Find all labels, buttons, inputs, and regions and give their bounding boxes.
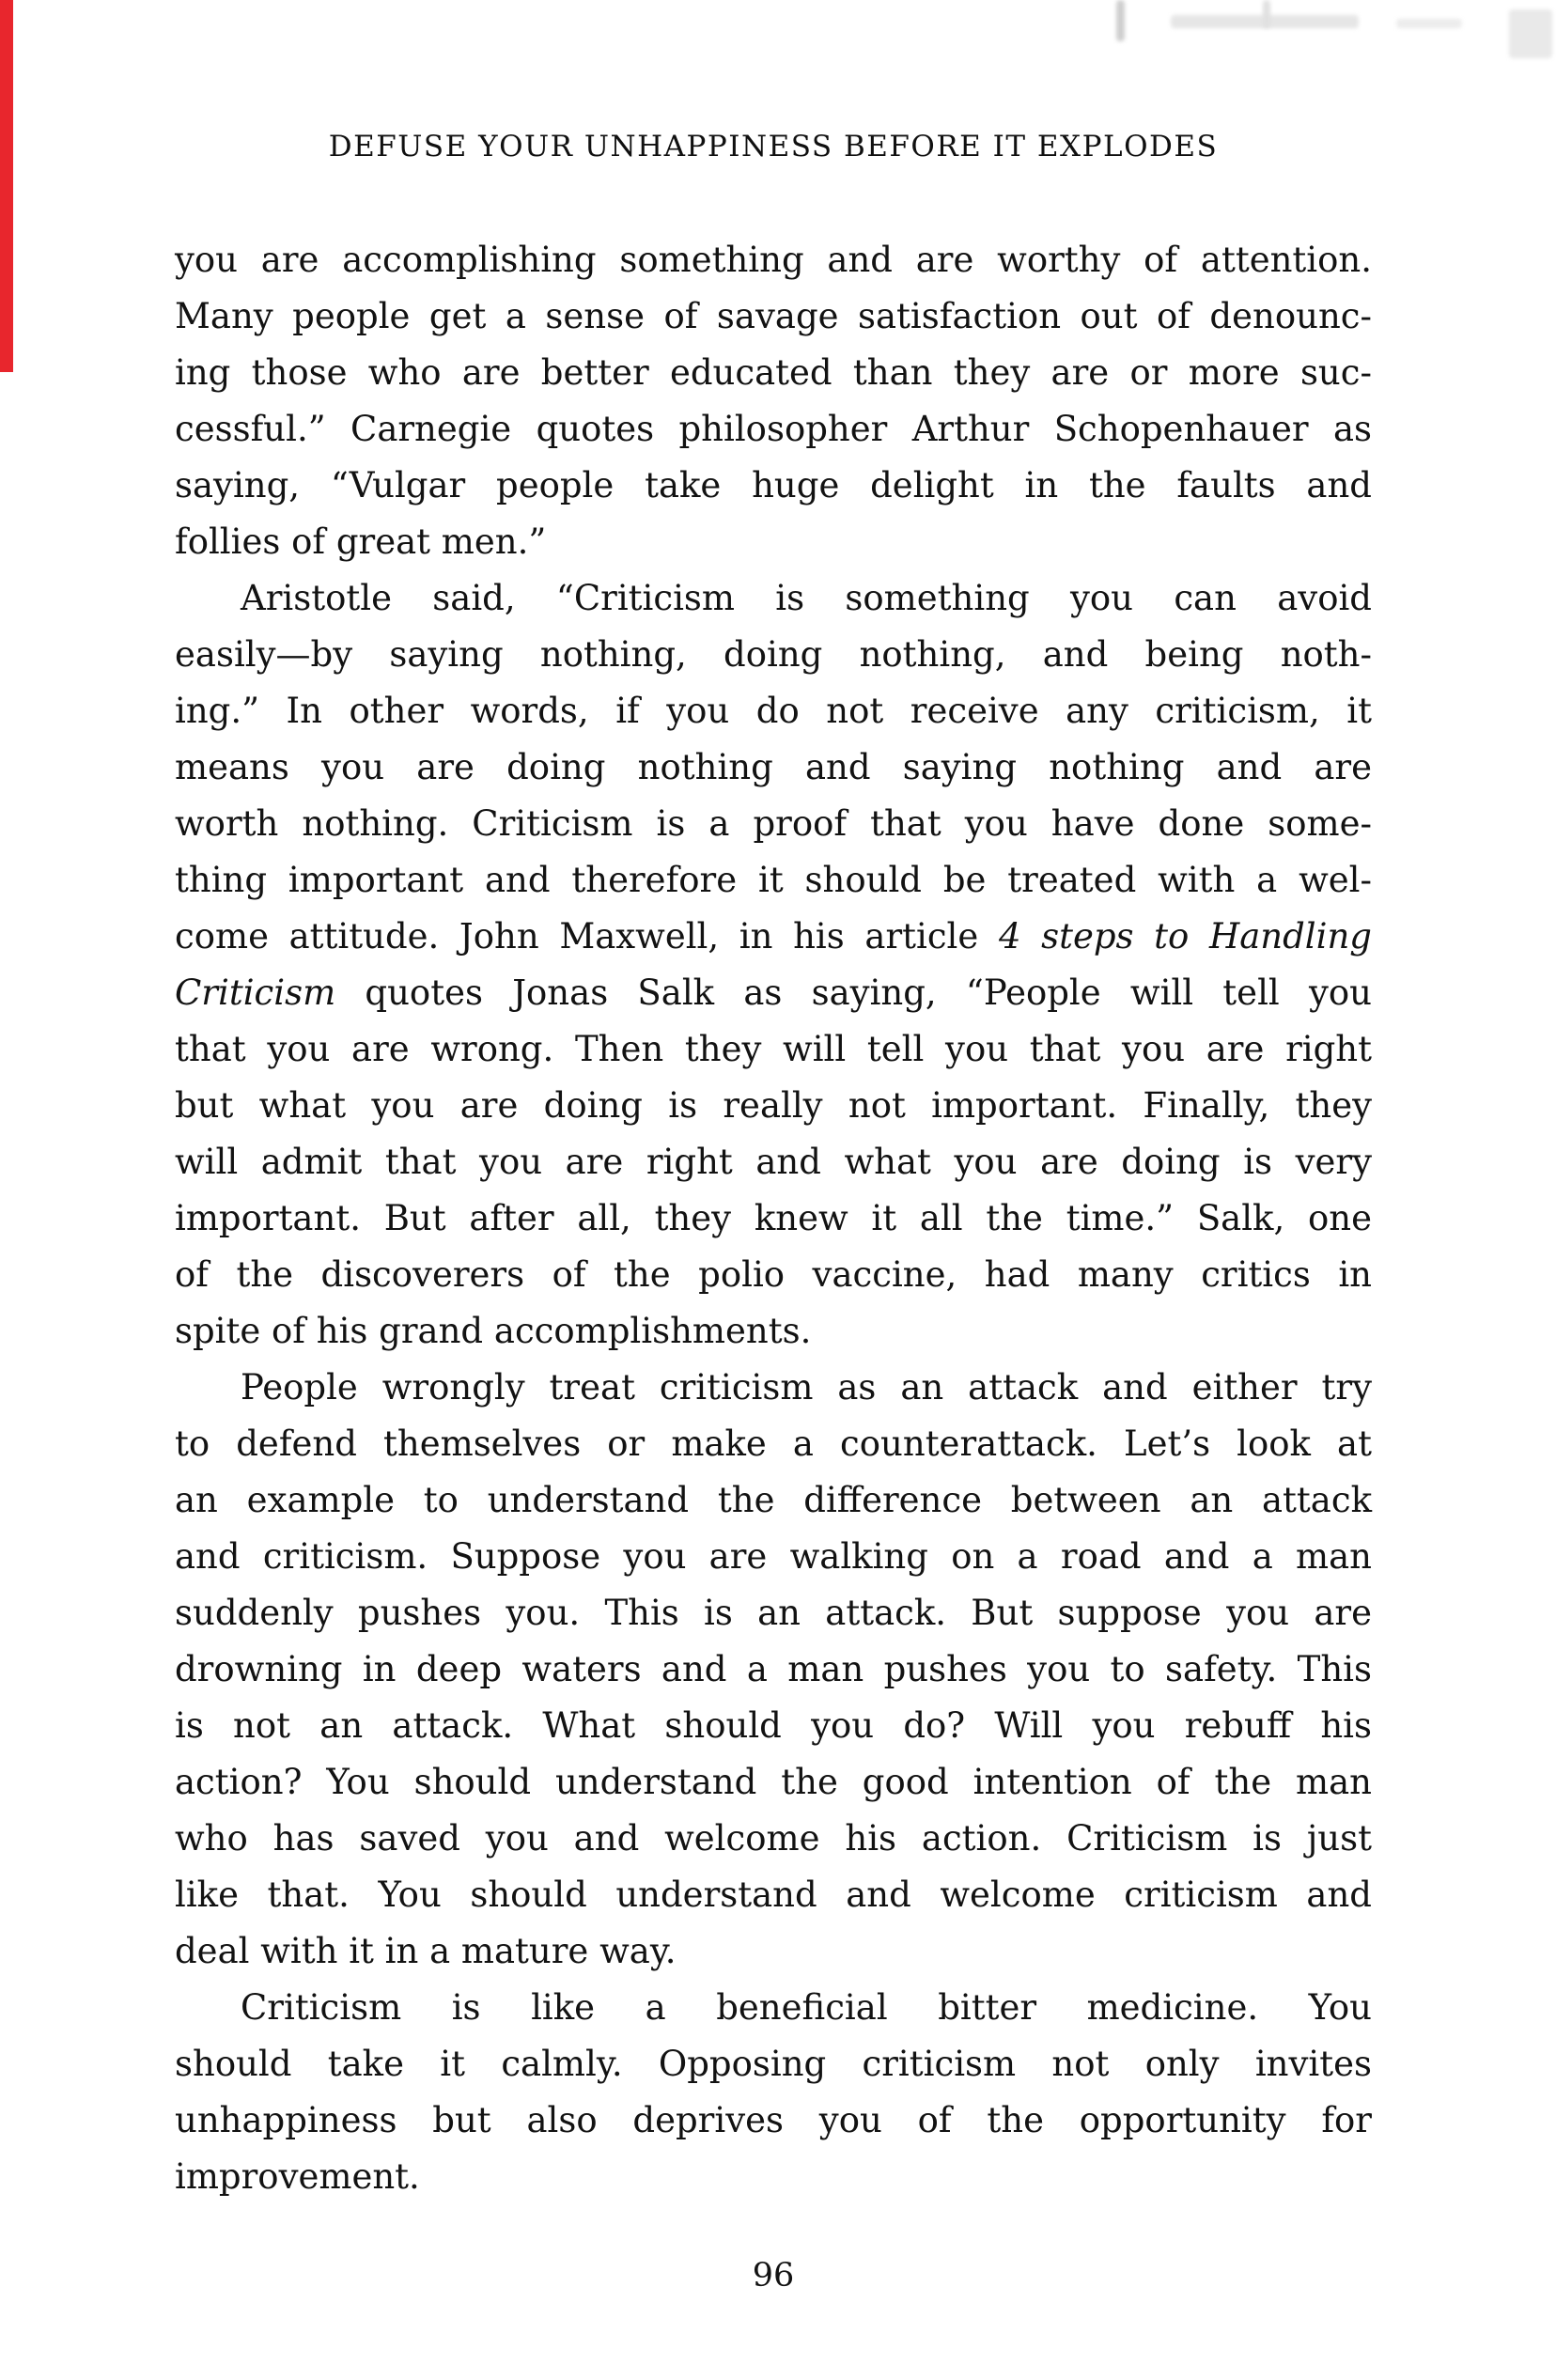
- text-segment: follies of great men.”: [175, 521, 547, 562]
- text-segment: thing important and therefore it should be treated with a wel-: [175, 860, 1372, 900]
- text-segment: suddenly pushes you. This is an attack. But suppose you are: [175, 1593, 1372, 1633]
- text-line: [175, 1529, 1372, 1585]
- text-line: [175, 1134, 1372, 1190]
- text-segment: is not an attack. What should you do? Will you rebuff his: [175, 1705, 1372, 1746]
- text-segment: quotes Jonas Salk as saying, “People will tell you: [335, 972, 1372, 1013]
- text-line: [175, 1585, 1372, 1641]
- text-segment: Aristotle said, “Criticism is something you can avoid: [241, 578, 1372, 618]
- text-line: [175, 1811, 1372, 1867]
- text-line: [175, 1416, 1372, 1472]
- text-segment: saying, “Vulgar people take huge delight in the faults and: [175, 465, 1372, 506]
- text-segment: but what you are doing is really not important. Finally, they: [175, 1085, 1372, 1126]
- text-segment: who has saved you and welcome his action. Criticism is just: [175, 1818, 1372, 1859]
- text-segment: spite of his grand accomplishments.: [175, 1311, 812, 1351]
- text-segment: an example to understand the difference between an attack: [175, 1480, 1372, 1520]
- text-segment: Many people get a sense of savage satisfaction out of denounc-: [175, 296, 1372, 336]
- text-line: [175, 401, 1372, 458]
- scan-smudge-artifact: [1263, 0, 1270, 28]
- body-text: [175, 232, 1372, 2205]
- text-segment: and criticism. Suppose you are walking on a road and a man: [175, 1536, 1372, 1577]
- text-segment: cessful.” Carnegie quotes philosopher Arthur Schopenhauer as: [175, 409, 1372, 449]
- running-header: DEFUSE YOUR UNHAPPINESS BEFORE IT EXPLODES: [328, 130, 1219, 163]
- scan-smudge-artifact: [1509, 9, 1552, 58]
- text-line: [175, 2092, 1372, 2149]
- text-segment: should take it calmly. Opposing criticism not only invites: [175, 2044, 1372, 2084]
- text-segment: worth nothing. Criticism is a proof that you have done some-: [175, 803, 1372, 844]
- italic-text: 4 steps to Handling: [998, 916, 1372, 957]
- text-line: [175, 1247, 1372, 1303]
- text-segment: like that. You should understand and welcome criticism and: [175, 1874, 1372, 1915]
- text-line: [175, 683, 1372, 739]
- scan-smudge-artifact: [1116, 0, 1125, 41]
- text-line: [175, 627, 1372, 683]
- text-segment: Criticism is like a beneficial bitter medicine. You: [241, 1987, 1372, 2028]
- scan-smudge-artifact: [1396, 19, 1462, 28]
- text-line: [175, 1472, 1372, 1529]
- text-line: [175, 1190, 1372, 1247]
- text-segment: ing those who are better educated than they are or more suc-: [175, 352, 1372, 393]
- text-line: [175, 1867, 1372, 1923]
- text-segment: People wrongly treat criticism as an attack and either try: [241, 1367, 1372, 1408]
- text-segment: of the discoverers of the polio vaccine, had many critics in: [175, 1254, 1372, 1295]
- red-margin-stripe-artifact: [0, 0, 13, 372]
- text-segment: you are accomplishing something and are worthy of attention.: [175, 240, 1372, 280]
- text-line: [175, 458, 1372, 514]
- text-segment: means you are doing nothing and saying nothing and are: [175, 747, 1372, 787]
- text-line: [175, 288, 1372, 345]
- text-segment: easily—by saying nothing, doing nothing, and being noth-: [175, 634, 1372, 675]
- text-segment: drowning in deep waters and a man pushes you to safety. This: [175, 1649, 1372, 1689]
- text-segment: unhappiness but also deprives you of the opportunity for: [175, 2100, 1372, 2140]
- italic-text: Criticism: [175, 972, 336, 1013]
- text-line: [175, 1360, 1372, 1416]
- text-segment: ing.” In other words, if you do not receive any criticism, it: [175, 691, 1372, 731]
- text-line: [175, 1641, 1372, 1698]
- text-line: [175, 1021, 1372, 1078]
- text-segment: deal with it in a mature way.: [175, 1931, 677, 1971]
- page-number: 96: [752, 2257, 795, 2294]
- text-line: [175, 1303, 1372, 1360]
- text-line: [175, 852, 1372, 909]
- text-segment: come attitude. John Maxwell, in his article: [175, 916, 999, 957]
- text-line: [175, 909, 1372, 965]
- text-line: [175, 1923, 1372, 1980]
- text-line: [175, 2149, 1372, 2205]
- text-line: [175, 1754, 1372, 1811]
- text-line: [175, 965, 1372, 1021]
- text-line: [175, 796, 1372, 852]
- text-segment: to defend themselves or make a counterattack. Let’s look at: [175, 1423, 1372, 1464]
- text-line: [175, 514, 1372, 570]
- text-segment: improvement.: [175, 2156, 420, 2197]
- text-segment: that you are wrong. Then they will tell you that you are right: [175, 1029, 1372, 1069]
- text-line: [175, 232, 1372, 288]
- text-segment: important. But after all, they knew it all the time.” Salk, one: [175, 1198, 1372, 1238]
- text-line: [175, 739, 1372, 796]
- text-line: [175, 1698, 1372, 1754]
- text-line: [175, 570, 1372, 627]
- text-line: [175, 345, 1372, 401]
- text-segment: will admit that you are right and what you are doing is very: [175, 1142, 1372, 1182]
- text-segment: action? You should understand the good intention of the man: [175, 1762, 1372, 1802]
- text-line: [175, 2036, 1372, 2092]
- text-line: [175, 1078, 1372, 1134]
- text-line: [175, 1980, 1372, 2036]
